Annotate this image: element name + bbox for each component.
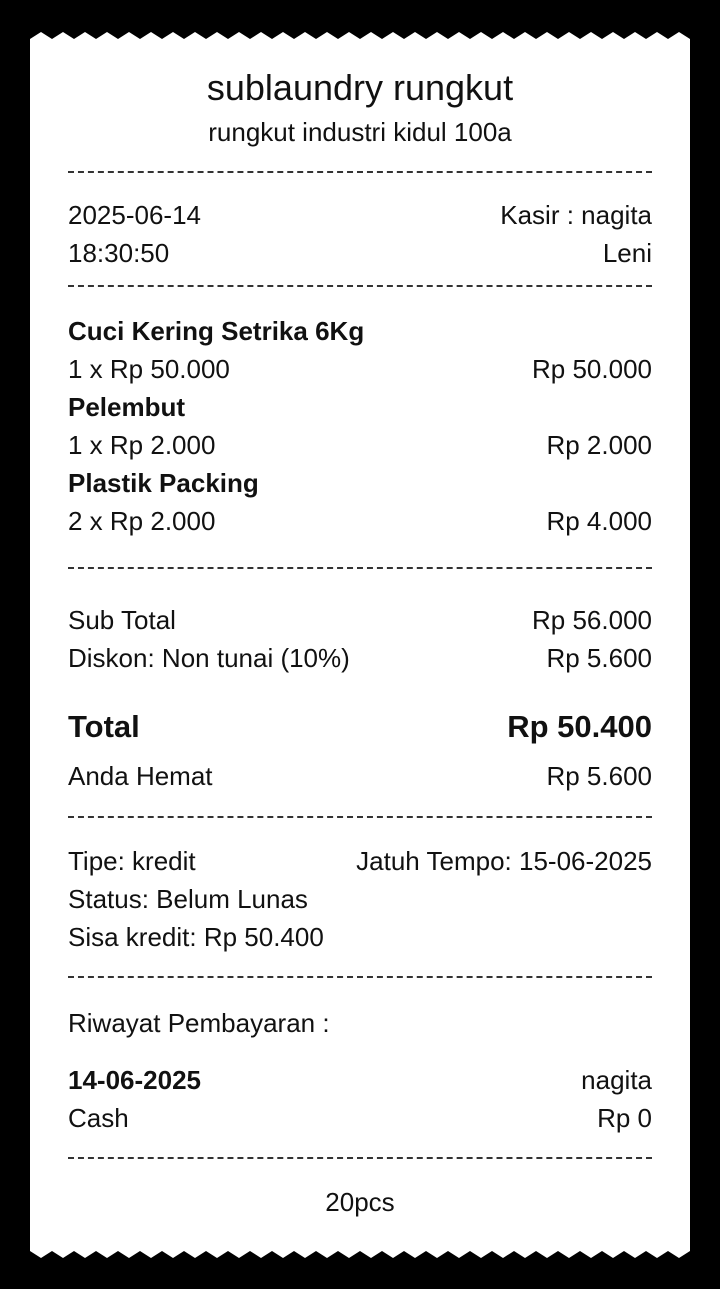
cashier-name: Kasir : nagita — [500, 200, 652, 230]
remaining-credit: Sisa kredit: Rp 50.400 — [68, 922, 324, 952]
history-user: nagita — [581, 1065, 652, 1095]
total-row — [68, 709, 652, 745]
divider — [68, 285, 652, 287]
due-date: Jatuh Tempo: 15-06-2025 — [356, 846, 652, 876]
total-value: Rp 50.400 — [507, 709, 652, 744]
subtotal-label: Sub Total — [68, 605, 176, 635]
history-method: Cash — [68, 1103, 129, 1133]
receipt — [30, 32, 690, 1258]
time-customer-row — [68, 238, 652, 268]
discount-row — [68, 643, 652, 673]
item-row — [68, 430, 652, 460]
payment-type-row — [68, 846, 652, 876]
divider — [68, 816, 652, 818]
store-name: sublaundry rungkut — [206, 67, 514, 108]
date-cashier-row — [68, 200, 652, 230]
payment-history-heading: Riwayat Pembayaran : — [68, 1008, 330, 1038]
receipt-date: 2025-06-14 — [68, 200, 201, 230]
subtotal-row — [68, 605, 652, 635]
divider — [68, 567, 652, 569]
saved-row — [68, 761, 652, 791]
subtotal-value: Rp 56.000 — [532, 605, 652, 635]
item-name: Plastik Packing — [68, 468, 259, 498]
item-qty-price: 1 x Rp 50.000 — [68, 354, 230, 384]
item-name: Cuci Kering Setrika 6Kg — [68, 316, 365, 346]
saved-label: Anda Hemat — [68, 761, 213, 791]
footer-note: 20pcs — [325, 1187, 395, 1217]
item-row — [68, 354, 652, 384]
store-address: rungkut industri kidul 100a — [208, 117, 512, 147]
discount-value: Rp 5.600 — [546, 643, 652, 673]
item-qty-price: 2 x Rp 2.000 — [68, 506, 216, 536]
divider — [68, 976, 652, 978]
history-date: 14-06-2025 — [68, 1065, 201, 1095]
customer-name: Leni — [602, 238, 652, 268]
item-amount: Rp 2.000 — [546, 430, 652, 460]
divider — [68, 1157, 652, 1159]
item-name: Pelembut — [68, 392, 186, 422]
history-amount: Rp 0 — [597, 1103, 652, 1133]
item-amount: Rp 4.000 — [546, 506, 652, 536]
item-qty-price: 1 x Rp 2.000 — [68, 430, 216, 460]
receipt-time: 18:30:50 — [68, 238, 170, 268]
payment-type: Tipe: kredit — [68, 846, 196, 876]
history-entry-row — [68, 1065, 652, 1095]
item-amount: Rp 50.000 — [532, 354, 652, 384]
divider — [68, 171, 652, 173]
saved-value: Rp 5.600 — [546, 761, 652, 791]
payment-status: Status: Belum Lunas — [68, 884, 308, 914]
total-label: Total — [68, 709, 140, 744]
discount-label: Diskon: Non tunai (10%) — [68, 643, 350, 673]
history-method-row — [68, 1103, 652, 1133]
item-row — [68, 506, 652, 536]
